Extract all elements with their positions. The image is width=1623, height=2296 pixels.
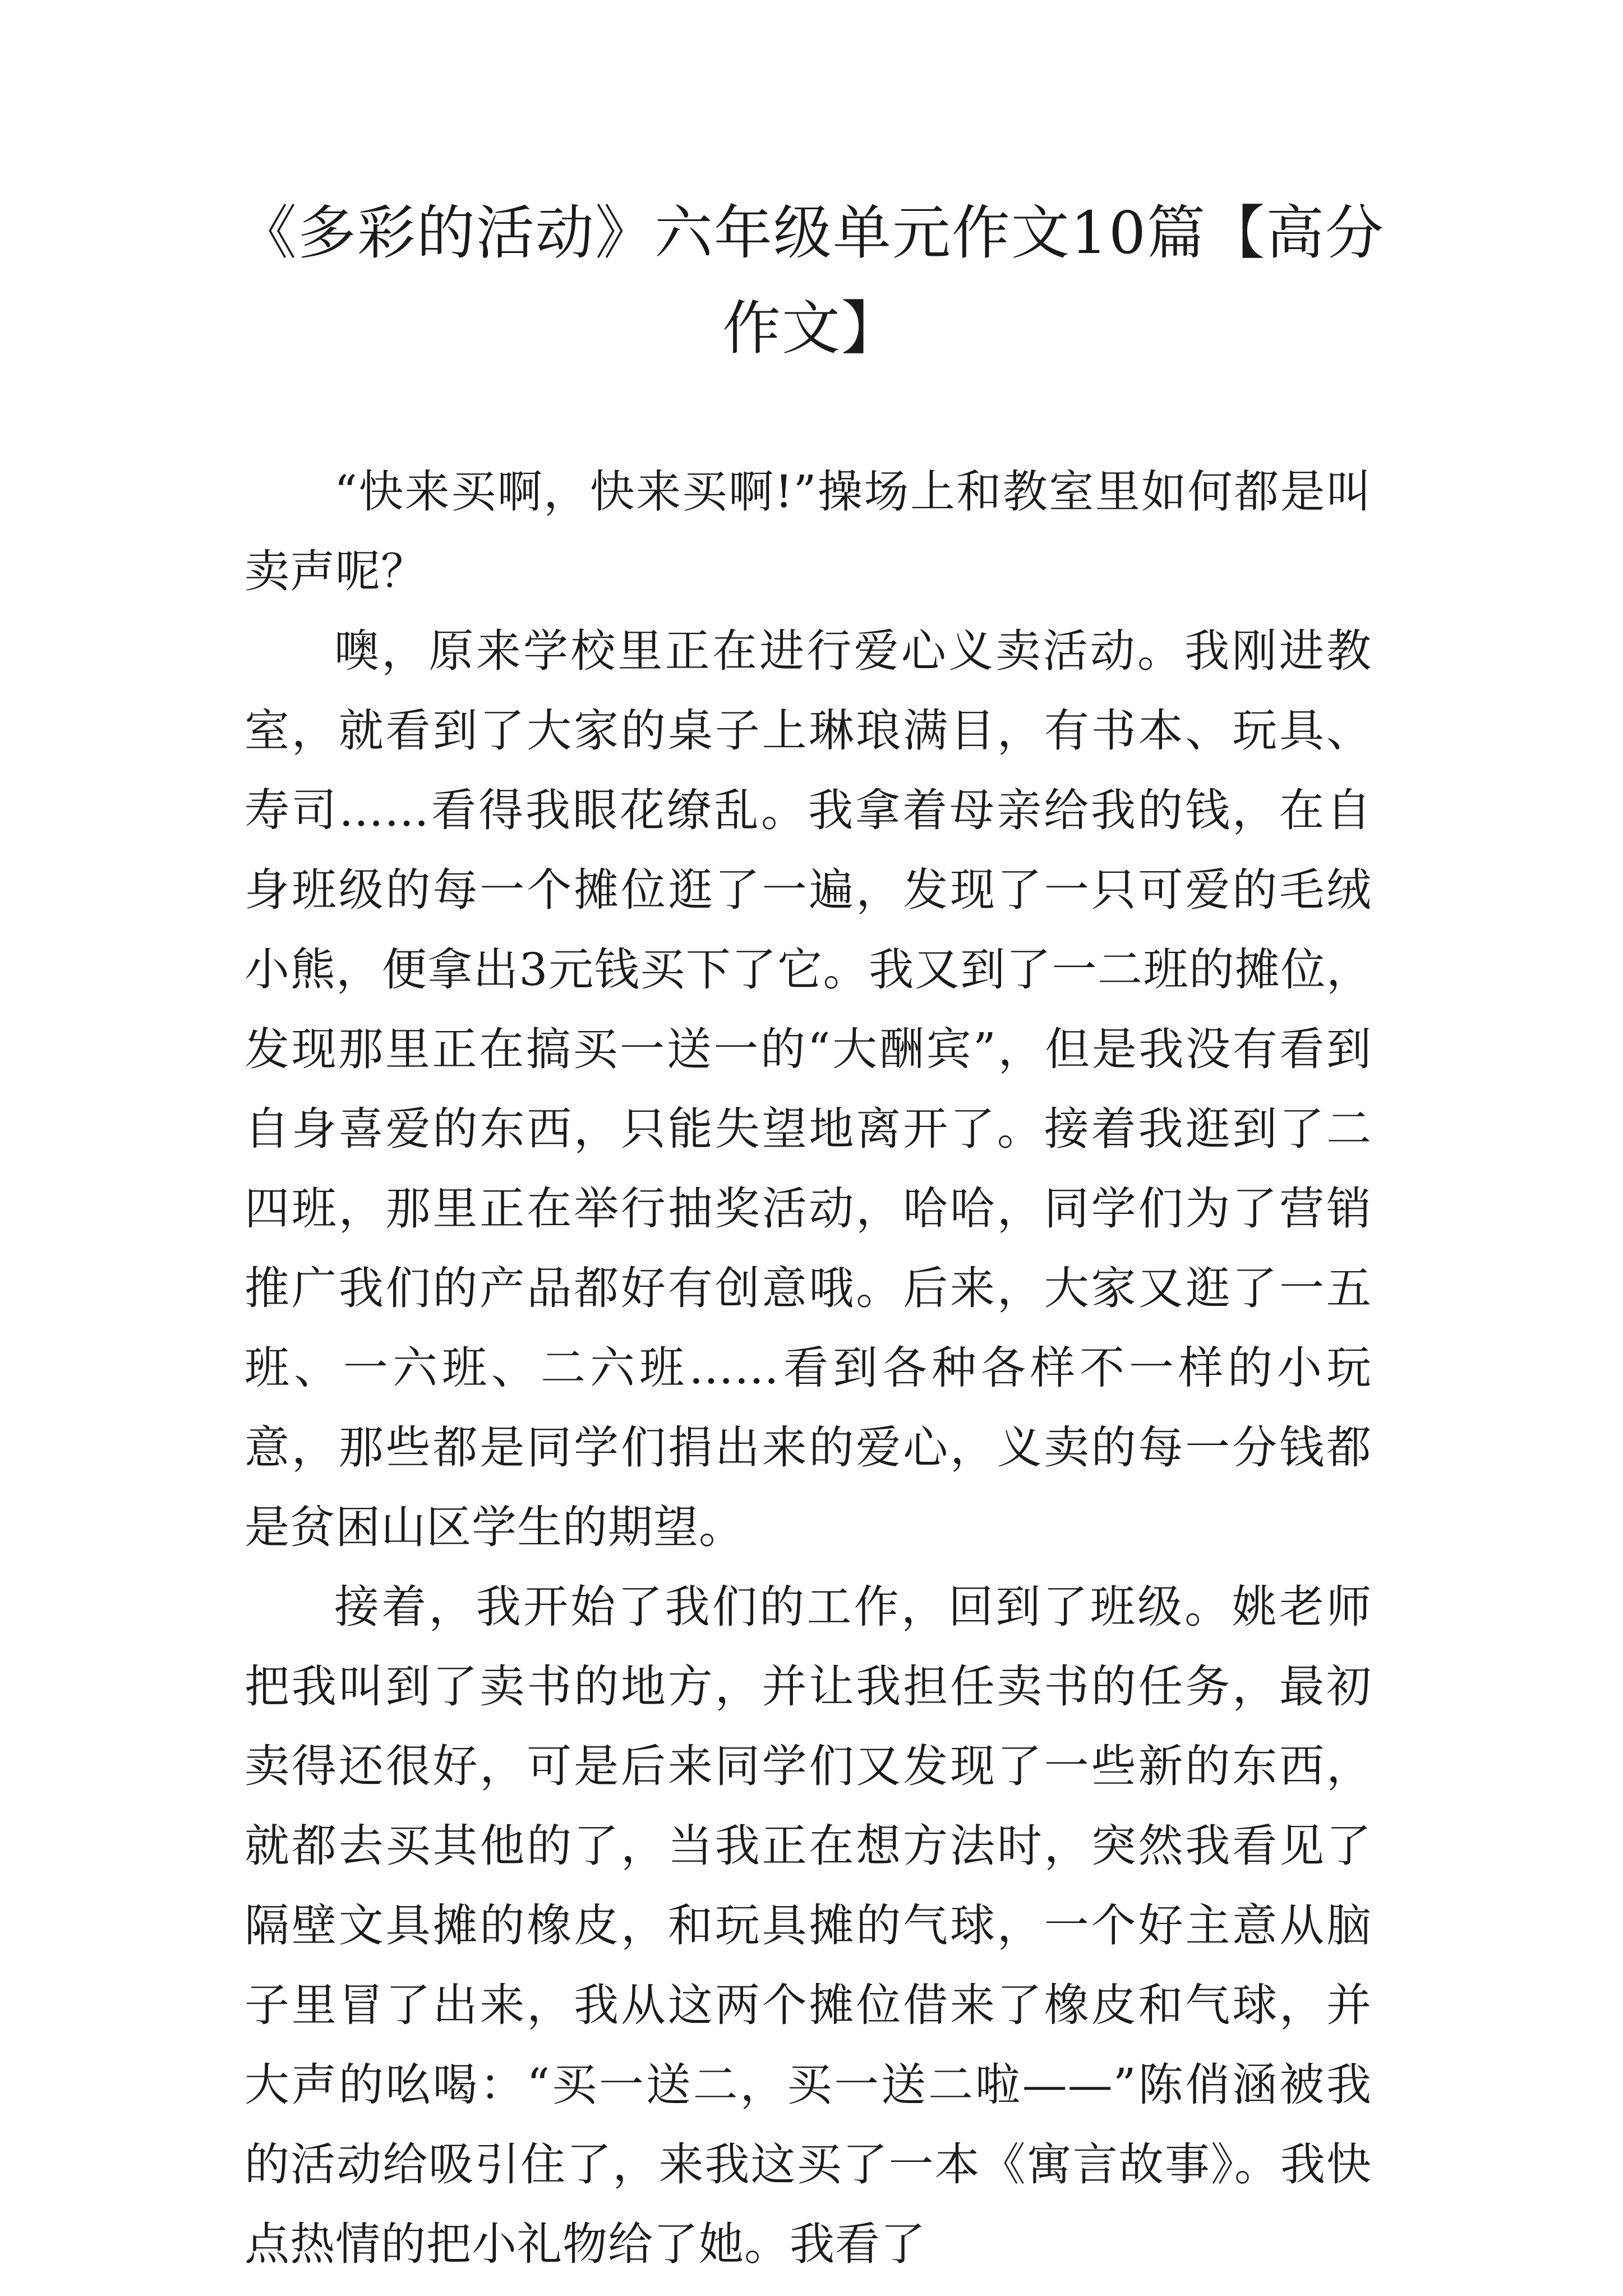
document-title: 《多彩的活动》六年级单元作文10篇【高分作文】 <box>238 199 1385 362</box>
paragraph-2: 噢，原来学校里正在进行爱心义卖活动。我刚进教室，就看到了大家的桌子上琳琅满目，有书本、玩具、寿司……看得我眼花缭乱。我拿着母亲给我的钱，在自身班级的每一个摊位逛了一遍，发现了一只可爱的毛绒小熊，便拿出3元钱买下了它。我又到了一二班的摊位，发现那里正在搞买一送一的“大酬宾”，但是我没有看到自身喜爱的东西，只能失望地离开了。接着我逛到了二四班，那里正在举行抽奖活动，哈哈，同学们为了营销推广我们的产品都好有创意哦。后来，大家又逛了一五班、一六班、二六班……看到各种各样不一样的小玩意，那些都是同学们捐出来的爱心，义卖的每一分钱都是贫困山区学生的期望。 <box>245 625 1372 1553</box>
document-body <box>245 452 1372 2284</box>
paragraph-1: “快来买啊，快来买啊!”操场上和教室里如何都是叫卖声呢？ <box>245 466 1372 597</box>
paragraph-3: 接着，我开始了我们的工作，回到了班级。姚老师把我叫到了卖书的地方，并让我担任卖书的任务，最初卖得还很好，可是后来同学们又发现了一些新的东西，就都去买其他的了，当我正在想方法时，突然我看见了隔壁文具摊的橡皮，和玩具摊的气球，一个好主意从脑子里冒了出来，我从这两个摊位借来了橡皮和气球，并大声的吆喝：“买一送二，买一送二啦——”陈俏涵被我的活动给吸引住了，来我这买了一本《寓言故事》。我快点热情的把小礼物给了她。我看了 <box>245 1581 1372 2270</box>
